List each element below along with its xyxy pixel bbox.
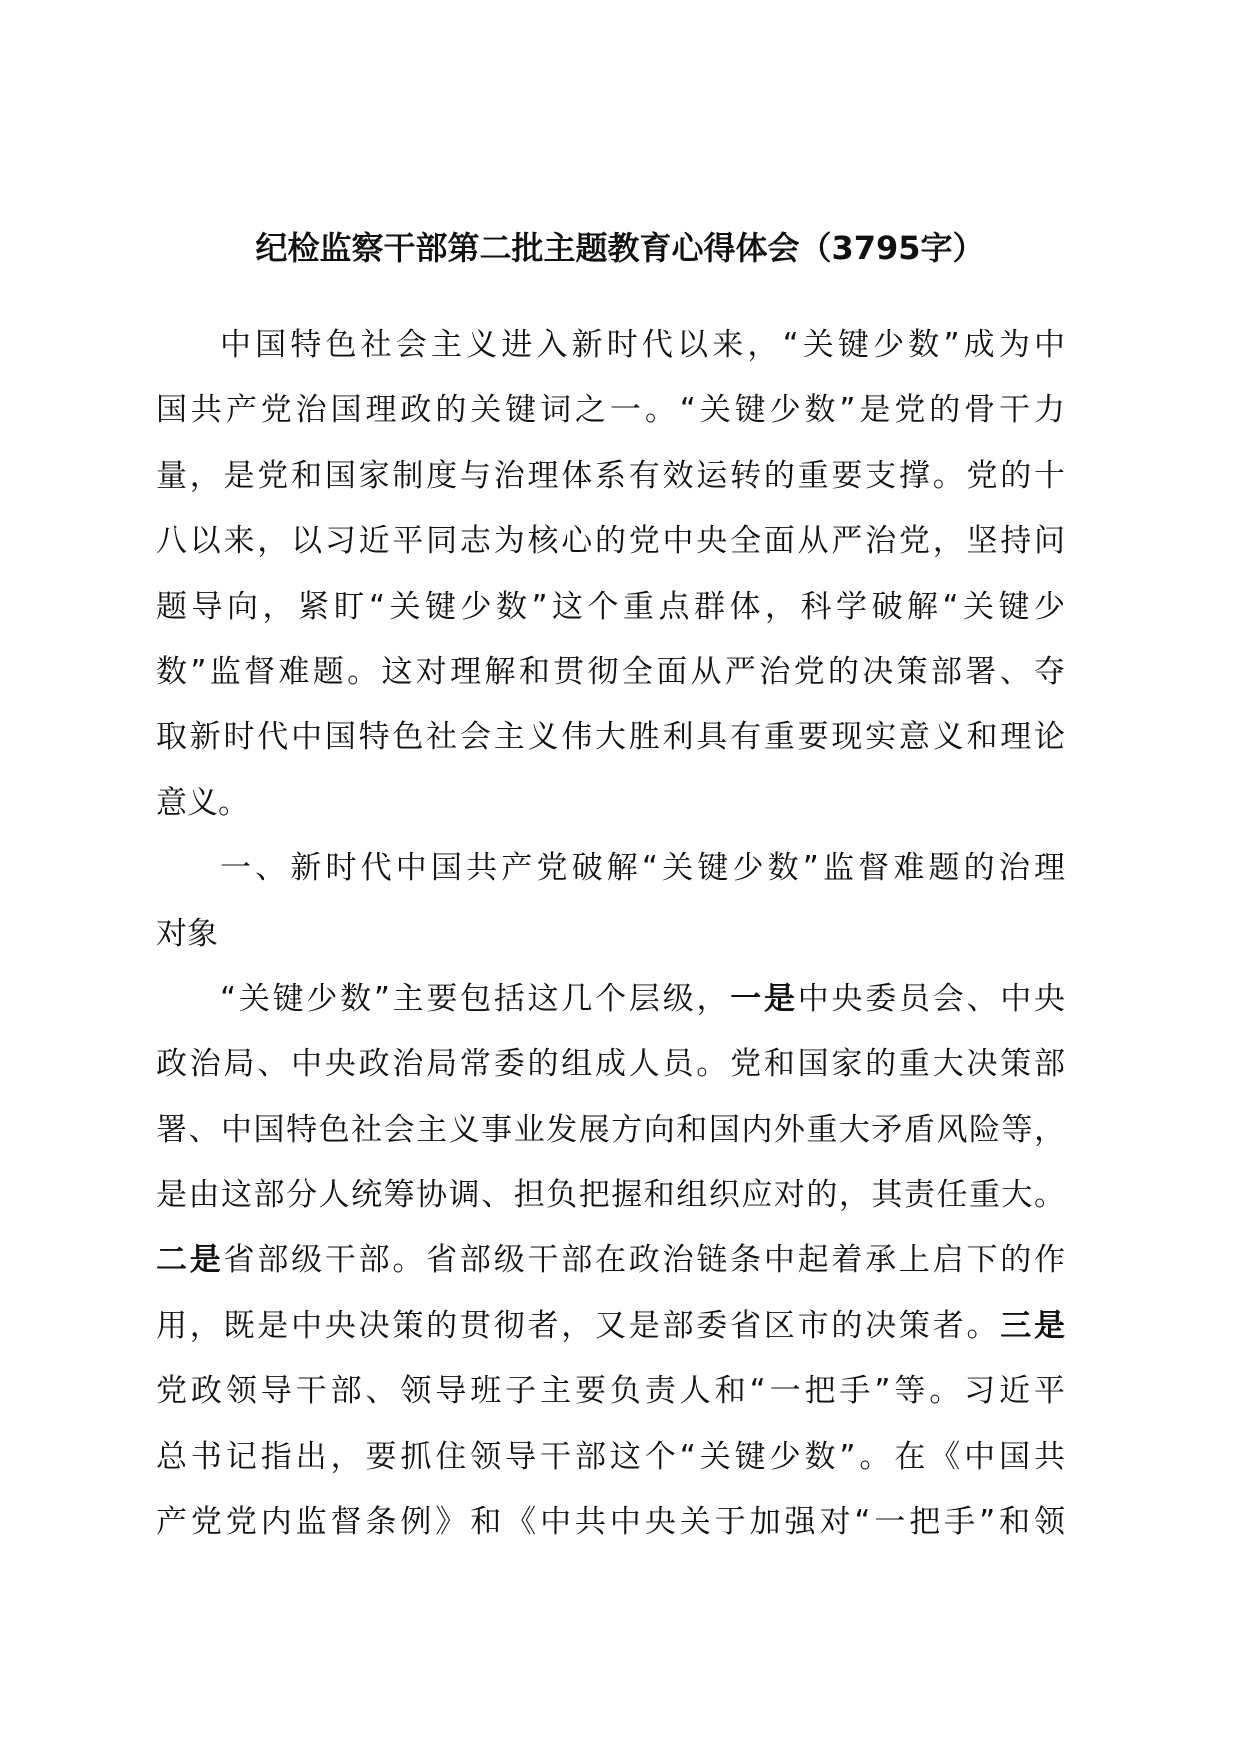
text-line	[156, 509, 1065, 574]
bold-text: 一是	[730, 980, 798, 1017]
text-segment: 中央委员会、中央	[797, 980, 1066, 1017]
text-segment: 省部级干部。省部级干部在政治链条中起着承上启下的作	[223, 1242, 1066, 1279]
text-line	[156, 1359, 1065, 1424]
text-line	[156, 1032, 1065, 1097]
text-segment: 党政领导干部、领导班子主要负责人和“一把手”等。习近平	[156, 1373, 1065, 1410]
text-line	[156, 575, 1065, 640]
text-segment: 八以来，以习近平同志为核心的党中央全面从严治党，坚持问	[156, 523, 1065, 560]
text-segment: 产党党内监督条例》和《中共中央关于加强对“一把手”和领	[156, 1504, 1065, 1541]
text-line	[156, 1163, 1065, 1228]
text-segment: 量，是党和国家制度与治理体系有效运转的重要支撑。党的十	[156, 457, 1065, 494]
text-line	[156, 836, 1065, 901]
text-segment: 取新时代中国特色社会主义伟大胜利具有重要现实意义和理论	[156, 719, 1065, 756]
text-segment: 对象	[156, 915, 218, 952]
text-segment: “关键少数”主要包括这几个层级，	[220, 980, 731, 1017]
text-segment: 题导向，紧盯“关键少数”这个重点群体，科学破解“关键少	[156, 588, 1065, 625]
text-segment: 意义。	[156, 784, 249, 821]
bold-text: 三是	[1000, 1307, 1066, 1344]
document-body	[156, 313, 1065, 1555]
text-segment: 数”监督难题。这对理解和贯彻全面从严治党的决策部署、夺	[156, 653, 1065, 690]
text-line	[156, 1425, 1065, 1490]
text-line	[156, 444, 1065, 509]
text-line	[156, 1294, 1065, 1359]
text-line	[156, 902, 1065, 967]
text-segment: 国共产党治国理政的关键词之一。“关键少数”是党的骨干力	[156, 392, 1065, 429]
paragraph	[156, 313, 1065, 836]
paragraph	[156, 967, 1065, 1556]
document-title: 纪检监察干部第二批主题教育心得体会（3795字）	[255, 229, 985, 267]
text-line	[156, 378, 1065, 443]
text-line	[156, 640, 1065, 705]
text-segment: 政治局、中央政治局常委的组成人员。党和国家的重大决策部	[156, 1046, 1065, 1083]
text-line	[156, 967, 1065, 1032]
text-line	[156, 1228, 1065, 1293]
text-segment: 总书记指出，要抓住领导干部这个“关键少数”。在《中国共	[156, 1438, 1065, 1475]
text-line	[156, 1490, 1065, 1555]
text-segment: 中国特色社会主义进入新时代以来，“关键少数”成为中	[220, 327, 1065, 363]
text-line	[156, 705, 1065, 770]
text-line	[156, 1098, 1065, 1163]
text-segment: 用，既是中央决策的贯彻者，又是部委省区市的决策者。	[156, 1307, 1001, 1344]
text-segment: 是由这部分人统筹协调、担负把握和组织应对的，其责任重大。	[156, 1177, 1065, 1214]
text-line	[156, 771, 1065, 836]
text-segment: 署、中国特色社会主义事业发展方向和国内外重大矛盾风险等，	[156, 1111, 1065, 1148]
text-segment: 一、新时代中国共产党破解“关键少数”监督难题的治理	[220, 850, 1065, 887]
paragraph	[156, 836, 1065, 967]
bold-text: 二是	[156, 1242, 224, 1279]
text-line	[156, 313, 1065, 378]
